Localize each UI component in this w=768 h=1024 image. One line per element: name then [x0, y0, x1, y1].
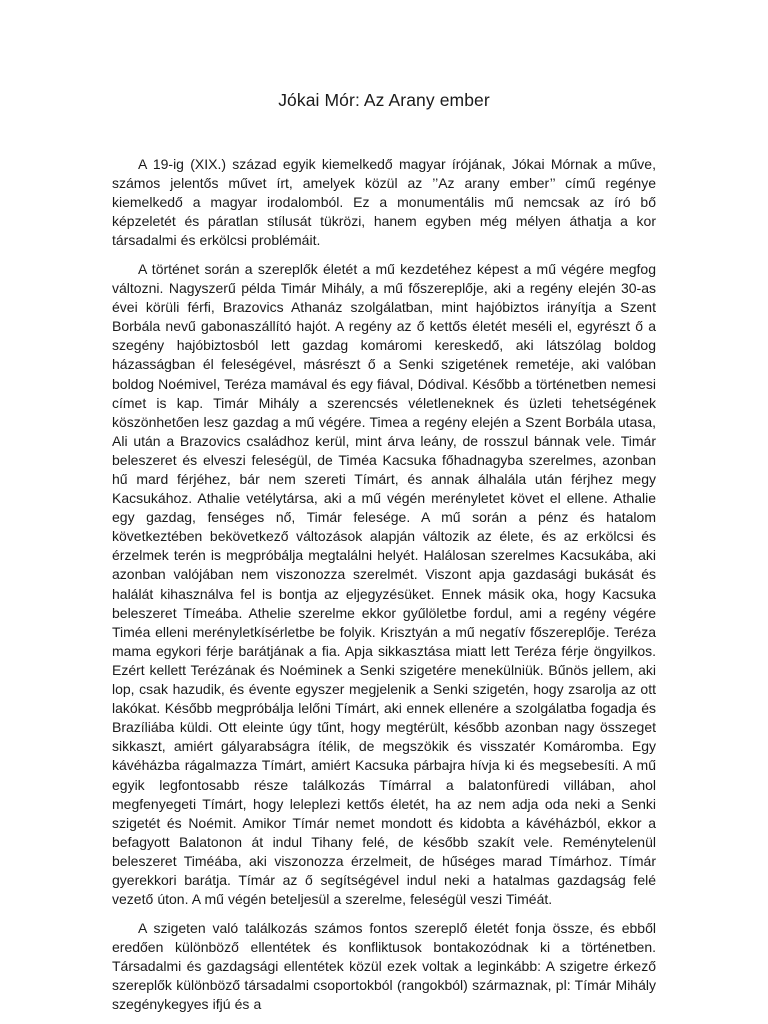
paragraph-3: A szigeten való találkozás számos fontos szereplő életét fonja össze, és ebből eredően különböző ellentétek és konfliktusok bontakozódnak ki a történetben. Társadalmi és gazdagsági ellentétek közül ezek voltak a leginkább: A szigetre érkező szereplők különböző társadalmi csoportokból (rangokból) származnak, pl: Tímár Mihály szegénykegyes ifjú és a: [112, 919, 656, 1013]
paragraph-1: A 19-ig (XIX.) század egyik kiemelkedő magyar írójának, Jókai Mórnak a műve, számos jelentős művet írt, amelyek közül az ’’Az arany ember’’ című regénye kiemelkedő a magyar irodalomból. Ez a monumentális mű nemcsak az író bő képzeletét és páratlan stílusát tükrözi, hanem egyben még mélyen áthatja a kor társadalmi és erkölcsi problémáit.: [112, 156, 656, 249]
paragraph-2: A történet során a szereplők életét a mű kezdetéhez képest a mű végére megfog változni. Nagyszerű példa Timár Mihály, a mű főszereplője, aki a regény elején 30-as évei körüli férfi, Brazovics Athanáz szolgálatban, mint hajóbiztos irányítja a Szent Borbála nevű gabonaszállító hajót. A regény az ő kettős életét meséli el, egyrészt ő a szegény hajóbiztosból lett gazdag komáromi kereskedő, aki látszólag boldog házasságban él feleségével, másrészt ő a Senki szigetének remetéje, aki valóban boldog Noémivel, Teréza mamával és egy fiával, Dódival. Később a történetben nemesi címet is kap. Timár Mihály a szerencsés véletleneknek és üzleti tehetségének köszönhetően lesz gazdag a mű végére. Timea a regény elején a Szent Borbála utasa, Ali után a Brazovics családhoz kerül, mint árva leány, de rosszul bánnak vele. Timár beleszeret és elveszi feleségül, de Timéa Kacsuka főhadnagyba szerelmes, azonban hű mard férjéhez, bár nem szereti Tímárt, és annak álhalála után férjhez megy Kacsukához. Athalie vetélytársa, aki a mű végén merényletet követ el ellene. Athalie egy gazdag, fenséges nő, Timár felesége. A mű során a pénz és hatalom következtében bekövetkező változások alapján változik az élete, és az erkölcsi és érzelmek terén is megpróbálja megtalálni helyét. Halálosan szerelmes Kacsukába, aki azonban valójában nem viszonozza szerelmét. Viszont apja gazdasági bukását és halálát kihasználva fel is bontja az eljegyzésüket. Ennek másik oka, hogy Kacsuka beleszeret Tímeába. Athelie szerelme ekkor gyűlöletbe fordul, ami a regény végére Timéa elleni merényletkísérletbe be folyik. Krisztyán a mű negatív főszereplője. Teréza mama egykori férje barátjának a fia. Apja sikkasztása miatt lett Teréza férje öngyilkos. Ezért kellett Terézának és Noéminek a Senki szigetére menekülniük. Bűnös jellem, aki lop, csak hazudik, és évente egyszer megjelenik a Senki szigetén, hogy zsarolja az ott lakókat. Később megpróbálja lelőni Tímárt, aki ennek ellenére a szolgálatba fogadja és Brazíliába küldi. Ott eleinte úgy tűnt, hogy megtérült, később azonban nagy összeget sikkaszt, amiért gályarabságra ítélik, de megszökik és visszatér Komáromba. Egy kávéházba rágalmazza Tímárt, amiért Kacsuka párbajra hívja ki és megsebesíti. A mű egyik legfontosabb része találkozás Tímárral a balatonfüredi villában, ahol megfenyegeti Tímárt, hogy leleplezi kettős életét, ha az nem adja oda neki a Senki szigetét és Noémit. Amikor Tímár nemet mondott és kidobta a kávéházból, ekkor a befagyott Balatonon át indul Tihany felé, de később szakít vele. Reménytelenül beleszeret Timéába, aki viszonozza érzelmeit, de hűséges marad Tímárhoz. Tímár gyerekkori barátja. Tímár az ő segítségével indul neki a hatalmas gazdagság felé vezető úton. A mű végén beteljesül a szerelme, feleségül veszi Timéát.: [112, 260, 656, 908]
document-title: Jókai Mór: Az Arany ember: [278, 90, 490, 110]
